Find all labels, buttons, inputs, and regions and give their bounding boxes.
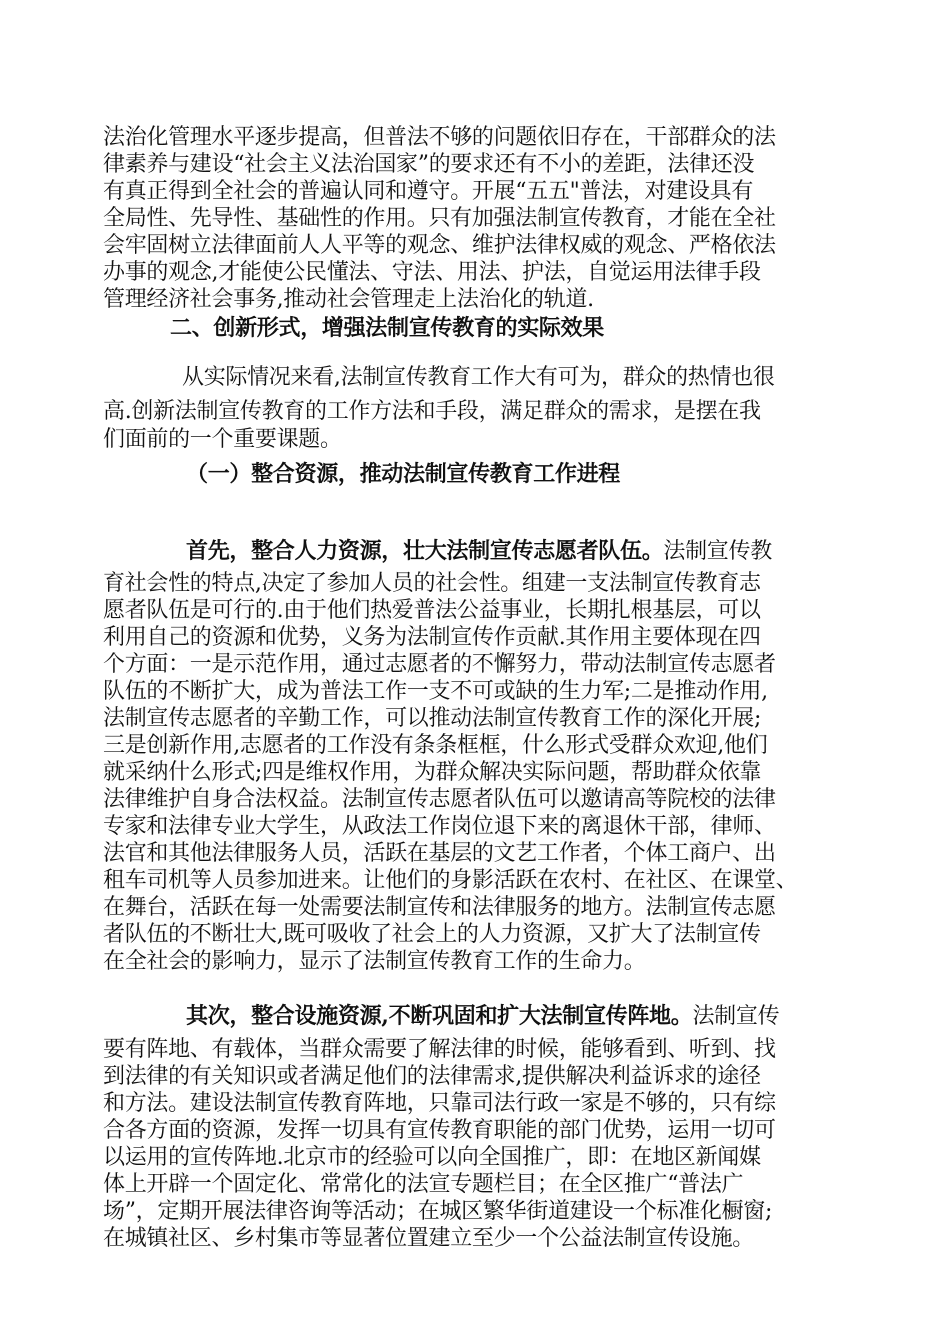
paragraph-line: 合各方面的资源，发挥一切具有宣传教育职能的部门优势，运用一切可 bbox=[103, 1118, 776, 1143]
paragraph-line: 育社会性的特点,决定了参加人员的社会性。组建一支法制宣传教育志 bbox=[103, 571, 761, 596]
paragraph-line: 体上开辟一个固定化、常常化的法宣专题栏目；在全区推广“普法广 bbox=[103, 1172, 744, 1197]
paragraph-line: 三是创新作用,志愿者的工作没有条条框框，什么形式受群众欢迎,他们 bbox=[103, 733, 768, 758]
paragraph-line: 法官和其他法律服务人员，活跃在基层的文艺工作者，个体工商户、出 bbox=[103, 841, 776, 866]
paragraph-line: 从实际情况来看,法制宣传教育工作大有可为，群众的热情也很 bbox=[182, 365, 775, 390]
paragraph-lead-line bbox=[186, 1002, 779, 1030]
paragraph-lead: 其次，整合设施资源,不断巩固和扩大法制宣传阵地。 bbox=[186, 1003, 693, 1029]
paragraph-line: 律素养与建设“社会主义法治国家”的要求还有不小的差距，法律还没 bbox=[103, 152, 755, 177]
paragraph-line: 法律维护自身合法权益。法制宣传志愿者队伍可以邀请高等院校的法律 bbox=[103, 787, 776, 812]
paragraph-line: 在城镇社区、乡村集市等显著位置建立至少一个公益法制宣传设施。 bbox=[103, 1226, 755, 1251]
paragraph-line: 在全社会的影响力，显示了法制宣传教育工作的生命力。 bbox=[103, 949, 646, 974]
paragraph-line: 法治化管理水平逐步提高，但普法不够的问题依旧存在，干部群众的法 bbox=[103, 125, 776, 150]
paragraph-line: 法制宣传志愿者的辛勤工作，可以推动法制宣传教育工作的深化开展; bbox=[103, 706, 762, 731]
paragraph-line: 会牢固树立法律面前人人平等的观念、维护法律权威的观念、严格依法 bbox=[103, 233, 776, 258]
subsection-heading: （一）整合资源，推动法制宣传教育工作进程 bbox=[186, 461, 621, 487]
paragraph-lead: 首先，整合人力资源，壮大法制宣传志愿者队伍。 bbox=[186, 538, 664, 564]
paragraph-line: 愿者队伍是可行的.由于他们热爱普法公益事业，长期扎根基层，可以 bbox=[103, 598, 761, 623]
paragraph-line: 全局性、先导性、基础性的作用。只有加强法制宣传教育，才能在全社 bbox=[103, 206, 776, 231]
paragraph-line: 高.创新法制宣传教育的工作方法和手段，满足群众的需求，是摆在我 bbox=[103, 399, 761, 424]
paragraph-lead-tail: 法制宣传教 bbox=[663, 539, 772, 564]
paragraph-lead-line bbox=[186, 537, 772, 565]
paragraph-line: 到法律的有关知识或者满足他们的法律需求,提供解决利益诉求的途径 bbox=[103, 1064, 761, 1089]
paragraph-line: 办事的观念,才能使公民懂法、守法、用法、护法，自觉运用法律手段 bbox=[103, 260, 761, 285]
paragraph-line: 队伍的不断扩大，成为普法工作一支不可或缺的生力军;二是推动作用, bbox=[103, 679, 768, 704]
paragraph-line: 要有阵地、有载体，当群众需要了解法律的时候，能够看到、听到、找 bbox=[103, 1037, 776, 1062]
paragraph-line: 和方法。建设法制宣传教育阵地，只靠司法行政一家是不够的，只有综 bbox=[103, 1091, 776, 1116]
paragraph-line: 者队伍的不断壮大,既可吸收了社会上的人力资源，又扩大了法制宣传 bbox=[103, 922, 761, 947]
paragraph-line: 个方面：一是示范作用，通过志愿者的不懈努力，带动法制宣传志愿者 bbox=[103, 652, 776, 677]
paragraph-line: 利用自己的资源和优势，义务为法制宣传作贡献.其作用主要体现在四 bbox=[103, 625, 761, 650]
paragraph-line: 有真正得到全社会的普遍认同和遵守。开展“五五"普法，对建设具有 bbox=[103, 179, 754, 204]
paragraph-line: 以运用的宣传阵地.北京市的经验可以向全国推广，即：在地区新闻媒 bbox=[103, 1145, 761, 1170]
paragraph-lead-tail: 法制宣传 bbox=[692, 1004, 780, 1029]
section-heading: 二、创新形式，增强法制宣传教育的实际效果 bbox=[170, 315, 605, 341]
paragraph-line: 们面前的一个重要课题。 bbox=[103, 427, 342, 452]
paragraph-line: 在舞台，活跃在每一处需要法制宣传和法律服务的地方。法制宣传志愿 bbox=[103, 895, 776, 920]
paragraph-line: 租车司机等人员参加进来。让他们的身影活跃在农村、在社区、在课堂、 bbox=[103, 868, 798, 893]
paragraph-line: 专家和法律专业大学生，从政法工作岗位退下来的离退休干部，律师、 bbox=[103, 814, 776, 839]
paragraph-line: 管理经济社会事务,推动社会管理走上法治化的轨道. bbox=[103, 287, 594, 312]
paragraph-line: 就采纳什么形式;四是维权作用，为群众解决实际问题，帮助群众依靠 bbox=[103, 760, 762, 785]
paragraph-line: 场”，定期开展法律咨询等活动；在城区繁华街道建设一个标准化橱窗; bbox=[103, 1199, 773, 1224]
